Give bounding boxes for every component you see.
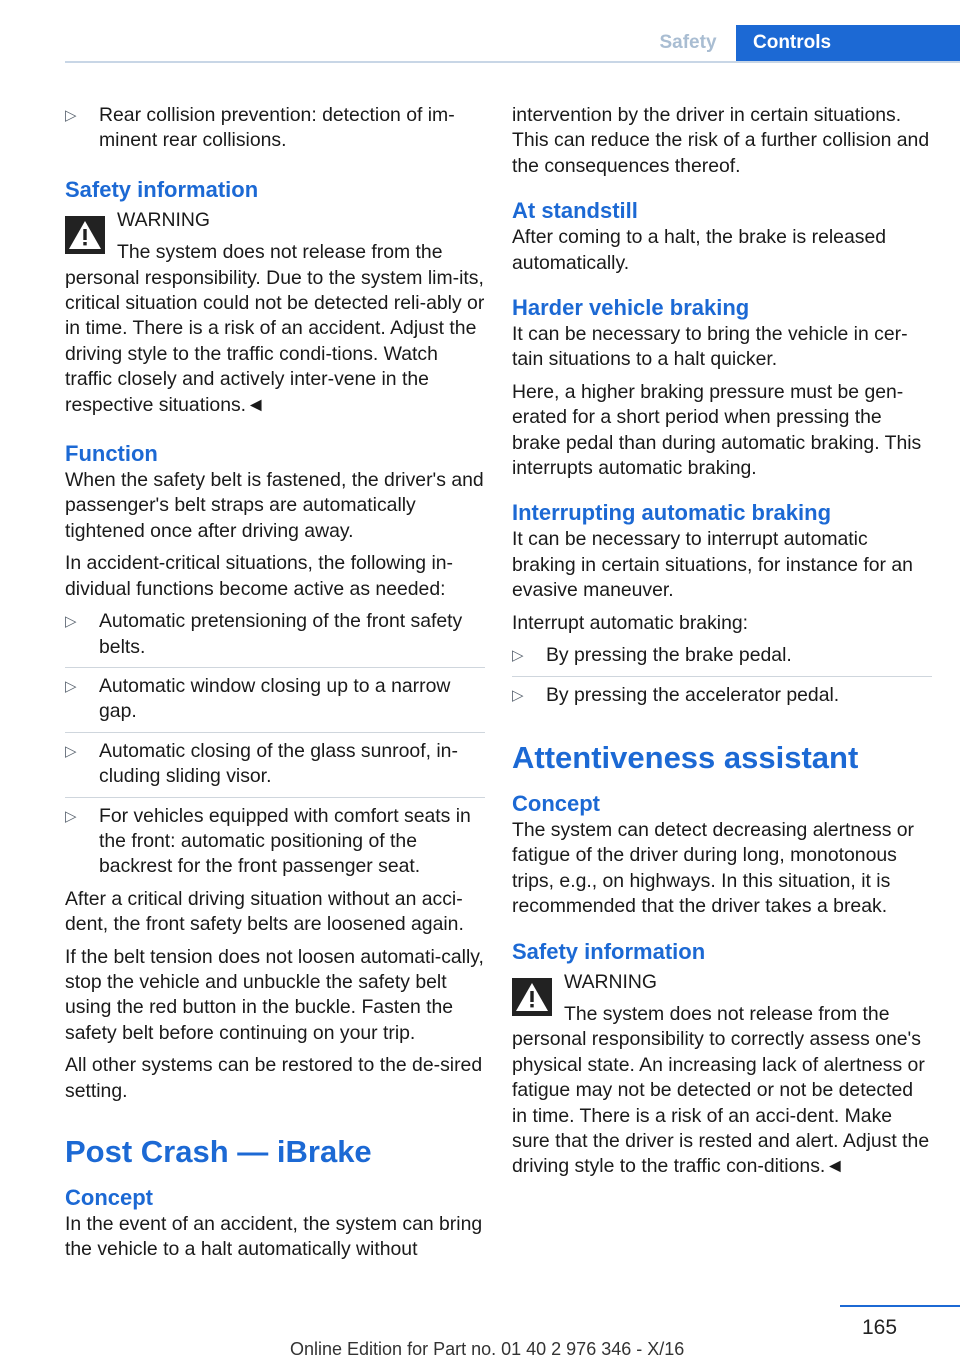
triangle-bullet-icon: ▷ (65, 613, 77, 631)
paragraph: intervention by the driver in certain situations. This can reduce the risk of a further collision and the consequences thereof. (512, 104, 930, 177)
triangle-bullet-icon: ▷ (512, 686, 524, 704)
footer-rule (840, 1305, 960, 1307)
list-divider (65, 797, 485, 798)
paragraph: When the safety belt is fastened, the driver's and passenger's belt straps are automatically tightened once after driving away. (65, 469, 484, 542)
warning-label: WARNING (564, 970, 657, 993)
paragraph: It can be necessary to bring the vehicle in cer‐tain situations to a halt quicker. (512, 323, 908, 371)
paragraph: Interrupt automatic braking: (512, 611, 749, 634)
list-item-text: By pressing the brake pedal. (546, 644, 792, 667)
warning-text: personal responsibility. Due to the system lim‐its, critical situation could not be detected reli‐ably or in time. There is a risk of an accident. Adjust the driving style to the traffic condi‐tions. Watch traffic closely and actively inter‐vene in the respective situations.◄ (65, 266, 485, 416)
paragraph: Here, a higher braking pressure must be gen‐erated for a short period when pressing the brake pedal than during automatic braking. This interrupts automatic braking. (512, 380, 922, 480)
triangle-bullet-icon: ▷ (512, 647, 524, 665)
warning-triangle-icon (512, 978, 552, 1016)
triangle-bullet-icon: ▷ (65, 677, 77, 695)
list-item (65, 804, 485, 880)
warning-label: WARNING (117, 208, 210, 231)
list-divider (65, 732, 485, 733)
chapter-heading: Post Crash — iBrake (65, 1134, 372, 1169)
edition-footer: Online Edition for Part no. 01 40 2 976 346 - X/16 (290, 1339, 685, 1359)
warning-text-first: The system does not release from the (564, 1002, 890, 1025)
header-rule (65, 61, 960, 63)
triangle-bullet-icon: ▷ (65, 742, 77, 760)
list-divider (65, 667, 485, 668)
list-item (512, 643, 932, 668)
section-heading: Concept (512, 790, 600, 816)
warning-text-first: The system does not release from the (117, 241, 443, 264)
list-item-text: By pressing the accelerator pedal. (546, 683, 840, 706)
paragraph: After a critical driving situation without an acci‐dent, the front safety belts are loosened again. (65, 887, 464, 936)
list-item (65, 609, 485, 660)
list-item-text: Automatic window closing up to a narrow gap. (99, 674, 451, 723)
list-item (65, 674, 485, 725)
list-item-text: Automatic pretensioning of the front safety belts. (99, 610, 463, 658)
warning-block (65, 208, 485, 418)
paragraph: It can be necessary to interrupt automatic braking in certain situations, for instance for an evasive maneuver. (512, 528, 913, 602)
paragraph: All other systems can be restored to the de‐sired setting. (65, 1054, 483, 1102)
chapter-heading: Attentiveness assistant (512, 739, 859, 775)
list-item (65, 103, 485, 154)
section-heading: At standstill (512, 198, 638, 224)
list-item (65, 739, 485, 790)
paragraph: The system can detect decreasing alertness or fatigue of the driver during long, monotonous trips, e.g., on highways. In this situation, it is recommended that the driver takes a break. (512, 818, 915, 918)
page-number: 165 (862, 1316, 898, 1339)
warning-triangle-icon (65, 216, 105, 254)
tab-safety[interactable]: Safety (659, 32, 717, 53)
list-item-text: Automatic closing of the glass sunroof, in‐cluding sliding visor. (99, 739, 458, 788)
warning-block (512, 970, 932, 1180)
triangle-bullet-icon: ▷ (65, 807, 77, 825)
section-heading: Interrupting automatic braking (512, 500, 832, 526)
paragraph: After coming to a halt, the brake is released automatically. (512, 226, 887, 274)
section-heading: Safety information (512, 938, 706, 964)
list-divider (512, 676, 932, 677)
triangle-bullet-icon: ▷ (65, 107, 77, 124)
section-heading: Function (65, 441, 158, 467)
section-heading: Harder vehicle braking (512, 295, 750, 321)
right-column (512, 103, 932, 1187)
list-item-text: Rear collision prevention: detection of im‐minent rear collisions. (99, 104, 455, 152)
paragraph: In the event of an accident, the system can bring the vehicle to a halt automatically without (65, 1213, 483, 1261)
paragraph: If the belt tension does not loosen automati‐cally, stop the vehicle and unbuckle the safety belt using the red button in the buckle. Fasten the safety belt before continuing on your trip. (65, 945, 484, 1044)
section-heading: Safety information (65, 176, 259, 202)
list-item-text: For vehicles equipped with comfort seats in the front: automatic positioning of the backrest for the front passenger seat. (99, 804, 471, 878)
section-heading: Concept (65, 1185, 153, 1210)
left-column (65, 103, 485, 1270)
list-item (512, 683, 932, 708)
paragraph: In accident-critical situations, the following in‐dividual functions become active as needed: (65, 552, 453, 600)
warning-text: personal responsibility to correctly assess one's physical state. An increasing lack of alertness or fatigue may not be detected or not be detected in time. There is a risk of an acci‐dent. Make sure that the driver is rested and alert. Adjust the driving style to the traffic con‐ditions.◄ (512, 1028, 930, 1178)
tab-controls[interactable]: Controls (736, 25, 960, 61)
